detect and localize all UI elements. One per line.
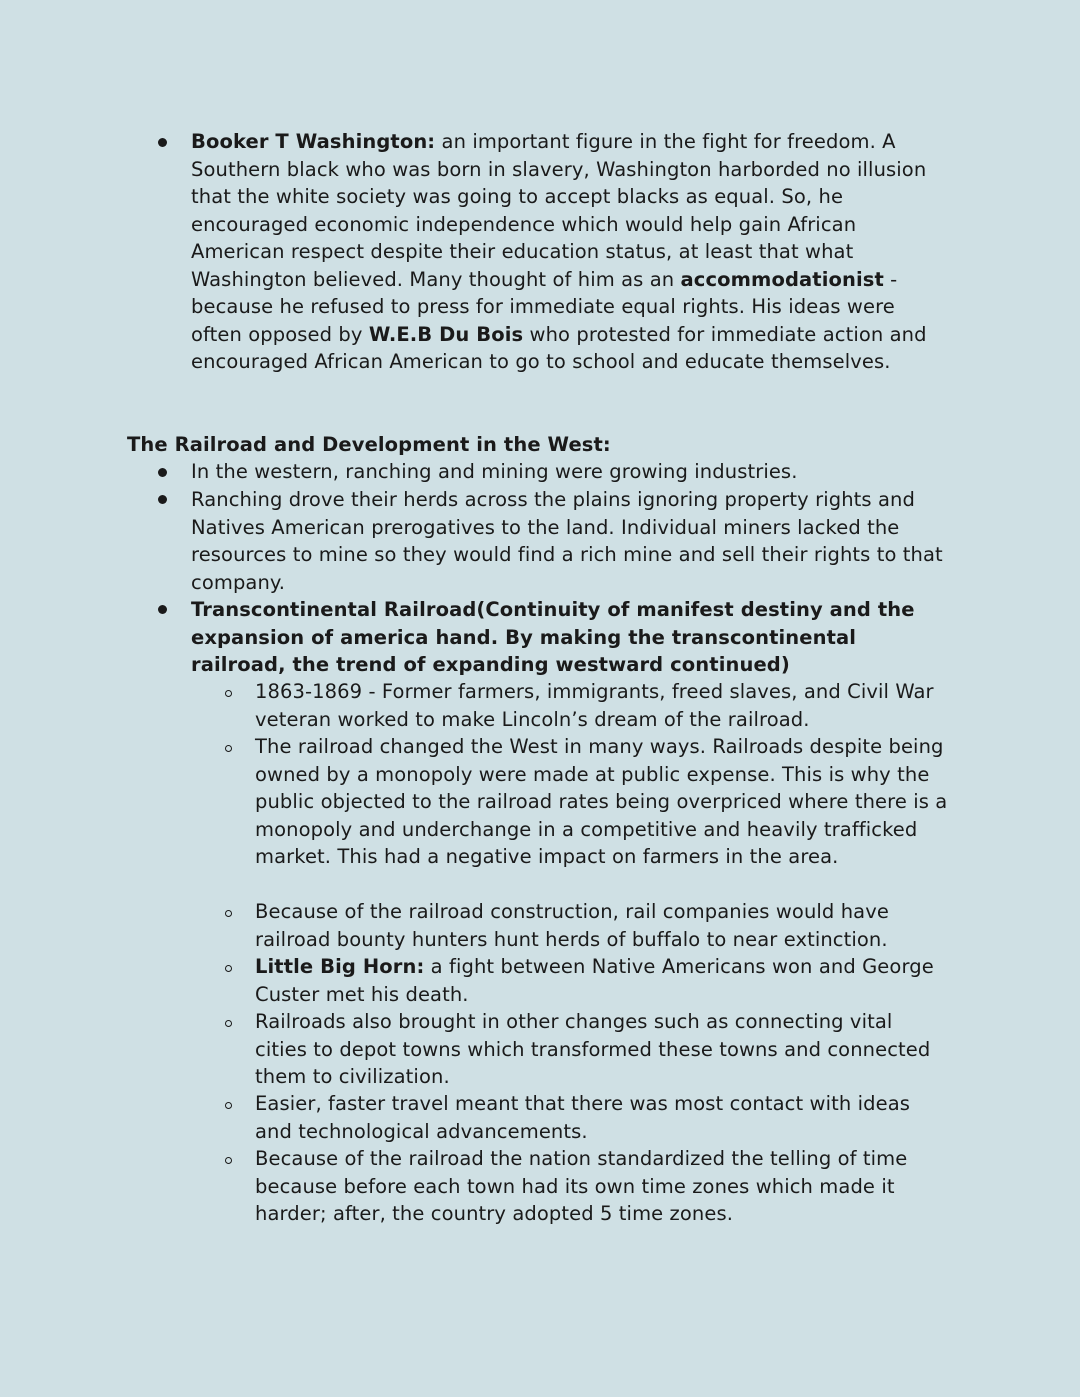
sub-bullet-circle: [225, 1157, 232, 1164]
little-big-horn-label: Little Big Horn:: [255, 955, 425, 978]
little-big-horn-text: a fight between Native Americans won and George Custer met his death.: [255, 955, 934, 1006]
sub-item-railroad-workers: 1863-1869 - Former farmers, immigrants, freed slaves, and Civil War veteran worked to make Lincoln’s dream of the railroad.: [255, 680, 934, 731]
sub-bullet-circle: [225, 690, 232, 697]
sub-item-faster-travel: Easier, faster travel meant that there was most contact with ideas and technological advancements.: [255, 1092, 911, 1143]
sub-item-time-zones: Because of the railroad the nation standardized the telling of time because before each town had its own time zones which made it harder; after, the country adopted 5 time zones.: [255, 1147, 908, 1225]
booker-name: Booker T Washington:: [191, 130, 436, 153]
bullet-dot: [158, 138, 167, 147]
section-heading: The Railroad and Development in the West:: [127, 433, 611, 456]
sub-bullet-circle: [225, 965, 232, 972]
sub-item-buffalo: Because of the railroad construction, rail companies would have railroad bounty hunters hunt herds of buffalo to near extinction.: [255, 900, 889, 951]
accommodationist-term: accommodationist: [680, 267, 884, 291]
booker-text-1: an important figure in the fight for freedom. A Southern black who was born in slavery, Washington harborded no illusion that the white society was going to accept blacks as equal. So, he encouraged economic independence which would help gain African American respect despite their education status, at least that what Washington believed. Many thought of him as an: [191, 130, 927, 291]
bullet-western-industries: In the western, ranching and mining were growing industries.: [191, 460, 798, 483]
sub-item-depot-towns: Railroads also brought in other changes such as connecting vital cities to depot towns which transformed these towns and connected them to civilization.: [255, 1010, 931, 1088]
sub-item-railroad-changes: The railroad changed the West in many ways. Railroads despite being owned by a monopoly were made at public expense. This is why the public objected to the railroad rates being overpriced where there is a monopoly and underchange in a competitive and heavily trafficked market. This had a negative impact on farmers in the area.: [255, 735, 948, 868]
booker-washington-paragraph: [191, 128, 951, 376]
booker-text-3: who protested for immediate action and encouraged African American to go to school and educate themselves.: [191, 322, 927, 373]
bullet-ranching: Ranching drove their herds across the plains ignoring property rights and Natives American prerogatives to the land. Individual miners lacked the resources to mine so they would find a rich mine and sell their rights to that company.: [191, 488, 943, 594]
sub-bullet-circle: [225, 910, 232, 917]
bullet-transcontinental: Transcontinental Railroad(Continuity of manifest destiny and the expansion of america hand. By making the transcontinental railroad, the trend of expanding westward continued): [191, 598, 915, 676]
bullet-dot: [158, 468, 167, 477]
sub-bullet-circle: [225, 745, 232, 752]
sub-bullet-circle: [225, 1020, 232, 1027]
sub-item-little-big-horn: [255, 953, 935, 1008]
booker-text-2: - because he refused to press for immediate equal rights. His ideas were often opposed by: [191, 267, 898, 346]
dubois-name: W.E.B Du Bois: [368, 322, 524, 346]
sub-bullet-circle: [225, 1102, 232, 1109]
bullet-dot: [158, 495, 167, 504]
bullet-dot: [158, 605, 167, 614]
